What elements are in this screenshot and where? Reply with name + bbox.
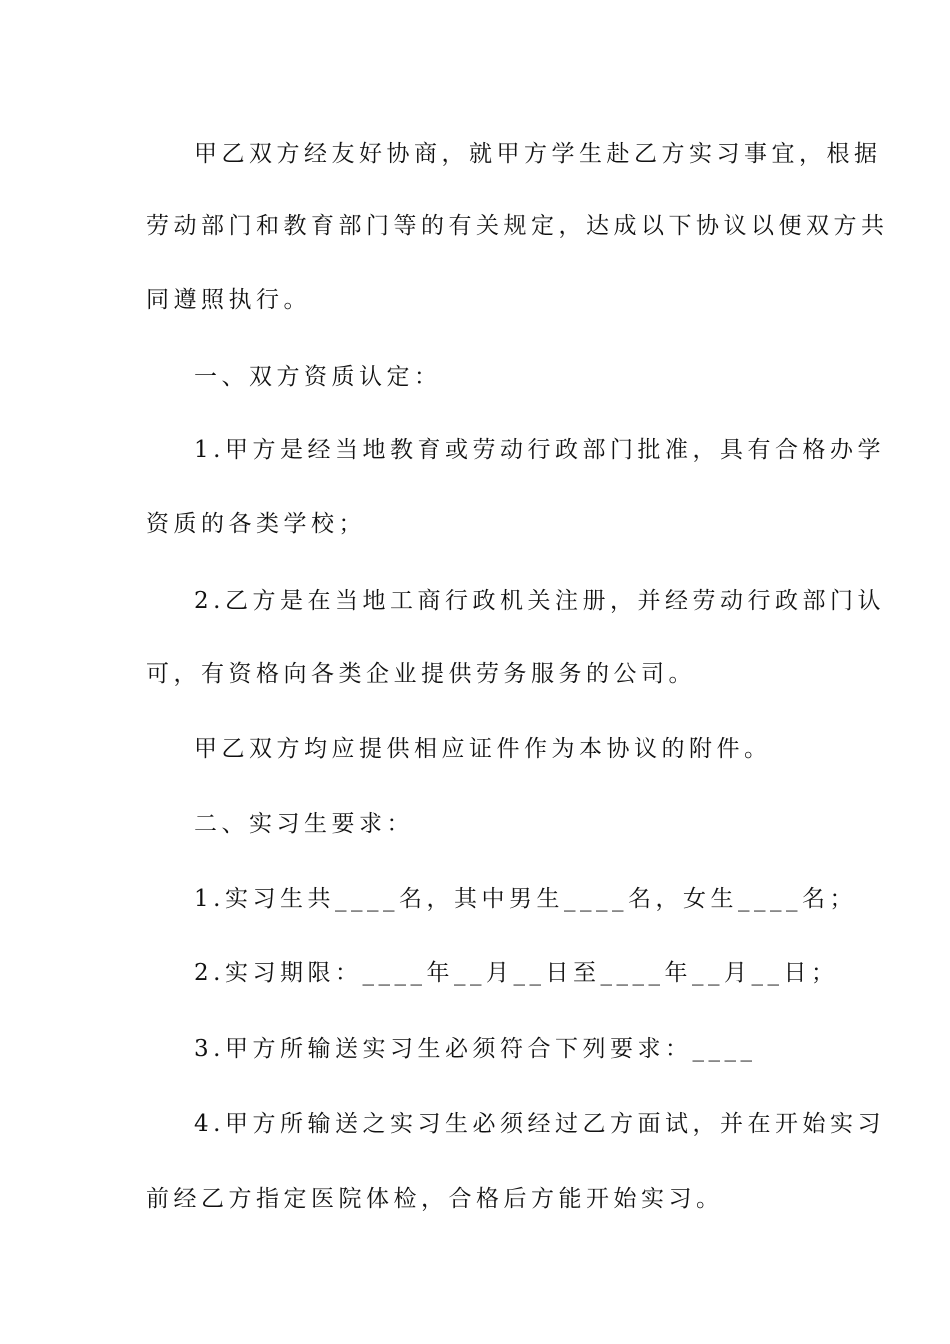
attachment-note: 甲乙双方均应提供相应证件作为本协议的附件。 <box>194 736 772 762</box>
clause-2-line-2: 可，有资格向各类企业提供劳务服务的公司。 <box>146 661 696 687</box>
paragraph-intro-line-2: 劳动部门和教育部门等的有关规定，达成以下协议以便双方共 <box>146 213 889 239</box>
clause-2-line-1: 2.乙方是在当地工商行政机关注册，并经劳动行政部门认 <box>194 588 885 614</box>
requirement-3: 3.甲方所输送实习生必须符合下列要求：____ <box>194 1036 757 1062</box>
clause-1-line-1: 1.甲方是经当地教育或劳动行政部门批准，具有合格办学 <box>194 437 885 463</box>
requirement-4-line-2: 前经乙方指定医院体检，合格后方能开始实习。 <box>146 1186 724 1212</box>
requirement-2: 2.实习期限：____年__月__日至____年__月__日； <box>194 960 839 986</box>
requirement-4-line-1: 4.甲方所输送之实习生必须经过乙方面试，并在开始实习 <box>194 1111 885 1137</box>
requirement-1: 1.实习生共____名，其中男生____名，女生____名； <box>194 886 857 912</box>
paragraph-intro-line-1: 甲乙双方经友好协商，就甲方学生赴乙方实习事宜，根据 <box>194 141 882 167</box>
clause-1-line-2: 资质的各类学校； <box>146 511 366 537</box>
section-heading-qualification: 一、双方资质认定： <box>194 364 442 390</box>
section-heading-intern-requirements: 二、实习生要求： <box>194 811 414 837</box>
paragraph-intro-line-3: 同遵照执行。 <box>146 287 311 313</box>
